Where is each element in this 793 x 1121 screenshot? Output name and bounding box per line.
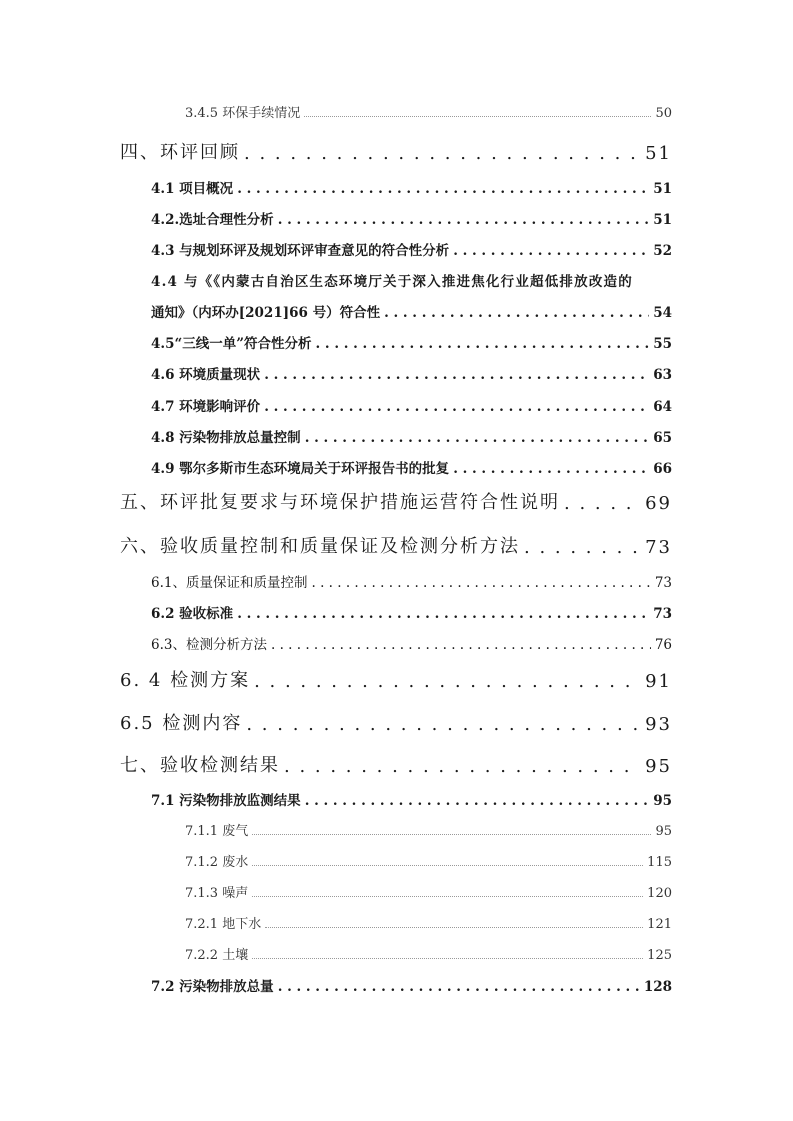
toc-entry[interactable] [151,975,672,995]
toc-leader [384,305,649,321]
toc-entry[interactable] [151,633,672,653]
toc-entry[interactable] [151,301,672,321]
toc-entry-label: 7.2.1 地下水 [185,917,262,932]
toc-page-number: 73 [645,537,672,558]
toc-entry[interactable] [151,332,672,352]
toc-leader [264,367,649,383]
toc-leader [311,575,650,591]
toc-entry-label: 4.5“三线一单”符合性分析 [151,336,312,352]
toc-leader [265,926,643,928]
toc-leader [305,793,650,809]
toc-entry-label: 7.1.1 废气 [185,824,249,839]
toc-entry[interactable] [120,709,672,735]
toc-entry-label: 6.5 检测内容 [120,713,243,734]
toc-entry-label: 4.7 环境影响评价 [151,399,261,415]
toc-entry[interactable] [185,820,672,839]
toc-entry-label: 6.1、质量保证和质量控制 [151,575,308,591]
toc-page-number: 93 [645,714,672,735]
toc-entry[interactable] [120,751,672,777]
toc-leader [278,212,650,228]
toc-entry-label: 四、环评回顾 [120,142,240,163]
toc-leader [252,864,643,866]
toc-page-number: 115 [647,855,672,870]
toc-entry-label: 4.3 与规划环评及规划环评审查意见的符合性分析 [151,243,450,259]
toc-leader [252,957,643,959]
toc-page-number: 95 [655,824,672,839]
toc-page-number: 95 [653,793,672,809]
toc-leader [316,336,650,352]
toc-page-number: 73 [654,575,672,591]
toc-entry-label: 六、验收质量控制和质量保证及检测分析方法 [120,536,520,557]
toc-entry[interactable] [120,488,672,514]
toc-leader [254,671,641,692]
toc-entry[interactable] [120,666,672,692]
toc-leader [305,430,650,446]
toc-page-number: 51 [653,181,672,197]
toc-entry-label: 7.2 污染物排放总量 [151,979,274,995]
toc-entry-label: 4.1 项目概况 [151,181,234,197]
toc-entry[interactable] [120,138,672,164]
toc-page-number: 120 [647,886,672,901]
toc-entry[interactable] [151,177,672,197]
toc-entry[interactable] [151,789,672,809]
toc-leader [271,637,651,653]
toc-entry-label: 3.4.5 环保手续情况 [185,106,301,121]
toc-entry[interactable] [120,532,672,558]
toc-page-number: 52 [653,243,672,259]
toc-entry-label: 6. 4 检测方案 [120,670,251,691]
toc-page-number: 73 [653,606,672,622]
toc-page-number: 50 [655,106,672,121]
toc-entry-label: 4.6 环境质量现状 [151,367,261,383]
toc-leader [237,181,649,197]
toc-entry-label: 7.2.2 土壤 [185,948,249,963]
toc-page-number: 64 [653,399,672,415]
toc-entry-label: 7.1.3 噪声 [185,886,249,901]
toc-entry-label: 五、环评批复要求与环境保护措施运营符合性说明 [120,492,560,513]
toc-entry[interactable] [185,944,672,963]
toc-page-number: 125 [647,948,672,963]
toc-page-number: 55 [653,336,672,352]
toc-leader [284,756,641,777]
toc-page-number: 95 [645,756,672,777]
toc-page-number: 76 [654,637,672,653]
toc-entry[interactable] [185,851,672,870]
toc-page-number: 63 [653,367,672,383]
toc-leader [453,461,649,477]
toc-page-number: 121 [647,917,672,932]
toc-page-number: 51 [653,212,672,228]
toc-page-number: 54 [653,305,672,321]
toc-page-number: 51 [645,143,672,164]
toc-entry[interactable] [151,457,672,477]
toc-entry[interactable] [151,239,672,259]
toc-entry[interactable] [151,571,672,591]
toc-leader [246,714,641,735]
toc-page-number: 66 [653,461,672,477]
toc-page-number: 128 [643,979,672,995]
toc-entry-label: 4.8 污染物排放总量控制 [151,430,301,446]
toc-entry-label: 6.2 验收标准 [151,606,234,622]
toc-entry[interactable] [185,882,672,901]
toc-entry-label: 通知》（内环办[2021]66 号）符合性 [151,305,381,321]
toc-entry-label: 7.1.2 废水 [185,855,249,870]
toc-entry[interactable] [151,602,672,622]
toc-page-number: 69 [645,493,672,514]
toc-leader [564,493,641,514]
toc-entry-label: 4.2.选址合理性分析 [151,212,274,228]
toc-leader [237,606,649,622]
toc-leader [252,895,643,897]
toc-entry-label: 4.9 鄂尔多斯市生态环境局关于环评报告书的批复 [151,461,450,477]
toc-entry-label: 七、验收检测结果 [120,755,280,776]
toc-entry[interactable] [151,395,672,415]
toc-entry[interactable] [185,913,672,932]
toc-page-number: 91 [645,671,672,692]
toc-entry[interactable] [185,102,672,121]
toc-entry[interactable] [151,363,672,383]
toc-leader [264,399,649,415]
toc-leader [304,115,651,117]
toc-entry[interactable] [151,208,672,228]
toc-entry[interactable] [151,426,672,446]
toc-entry-label: 7.1 污染物排放监测结果 [151,793,301,809]
toc-leader [244,143,641,164]
toc-entry-wrapped-line[interactable]: 4.4 与《《内蒙古自治区生态环境厅关于深入推进焦化行业超低排放改造的 [151,274,633,290]
toc-page-number: 65 [653,430,672,446]
toc-leader [252,833,651,835]
toc-leader [278,979,640,995]
toc-leader [524,537,641,558]
toc-entry-label: 6.3、检测分析方法 [151,637,267,653]
toc-leader [453,243,649,259]
